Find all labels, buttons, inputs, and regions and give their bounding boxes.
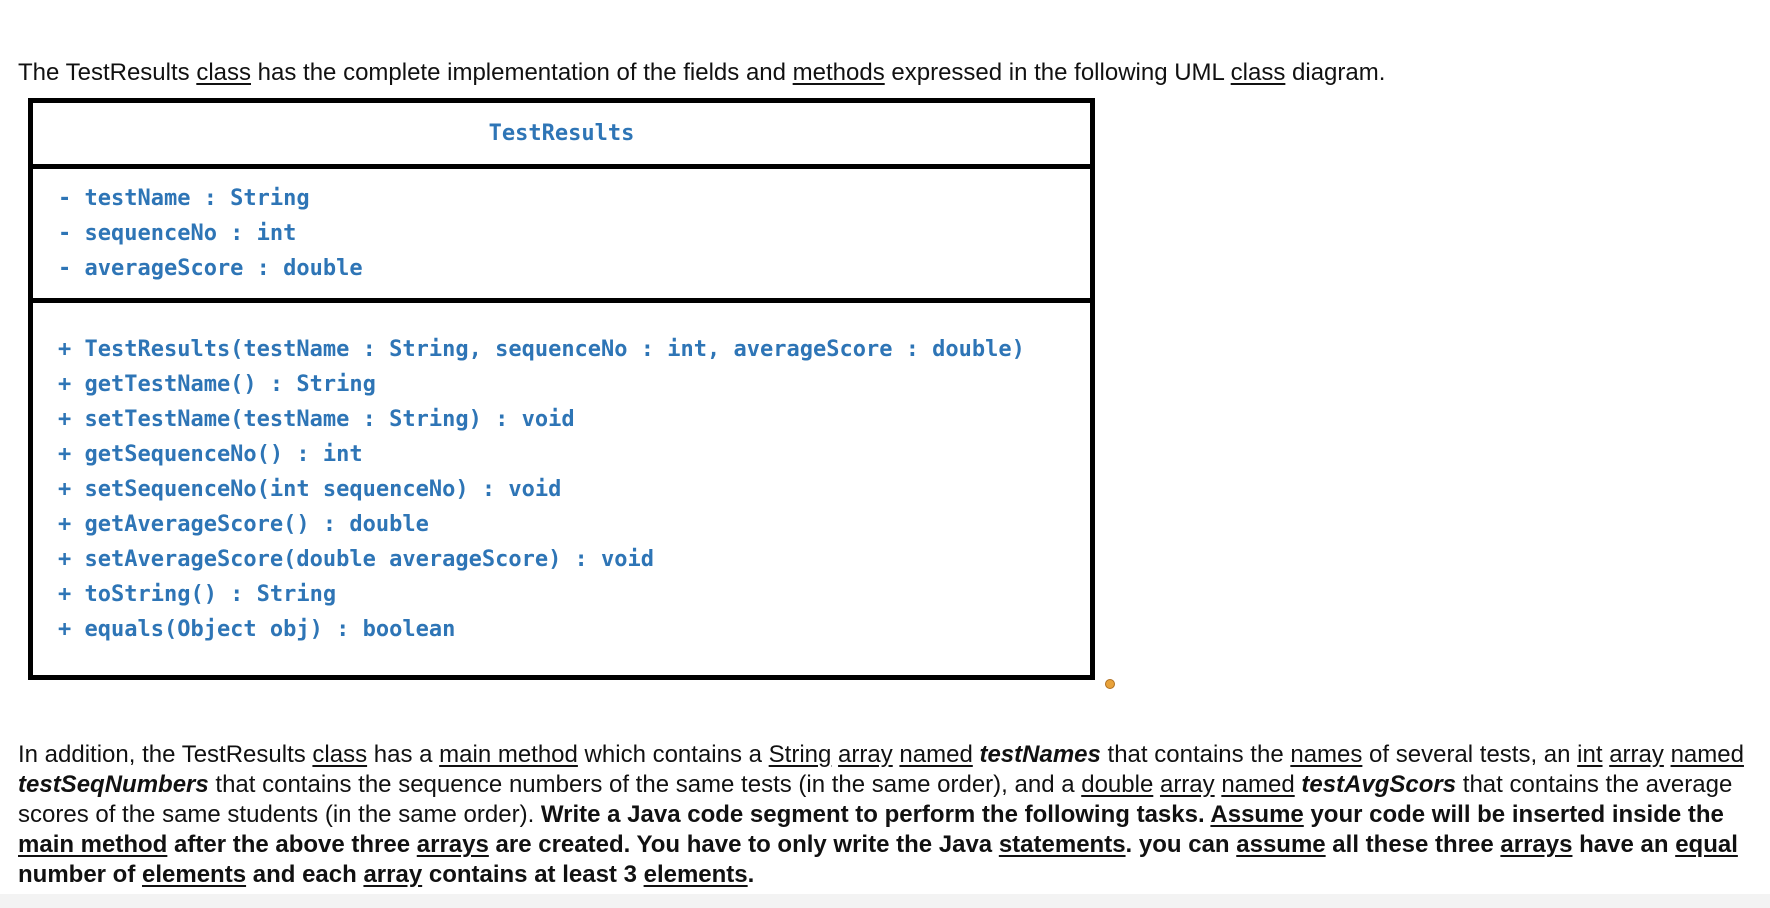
- para-term: int: [1577, 741, 1603, 768]
- para-term: class: [312, 741, 368, 768]
- uml-class-diagram: [28, 98, 1095, 680]
- uml-field: - sequenceNo : int: [58, 221, 297, 246]
- uml-class-name: TestResults: [33, 103, 1090, 169]
- uml-method: + getSequenceNo() : int: [58, 442, 363, 467]
- uml-field: - testName : String: [58, 186, 310, 211]
- uml-method: + equals(Object obj) : boolean: [58, 617, 456, 642]
- para-term: main method: [18, 831, 168, 858]
- para-text: and each: [246, 861, 364, 888]
- para-text: that contains the average scores of the same students (in the same order).: [18, 771, 1733, 828]
- para-term: array: [838, 741, 893, 768]
- para-term: names: [1290, 741, 1363, 768]
- intro-term: class: [196, 59, 251, 86]
- para-text: that contains the: [1100, 741, 1291, 768]
- intro-text: diagram.: [1285, 59, 1386, 86]
- para-text: your code will be inserted inside the: [1303, 801, 1724, 828]
- para-term: equal: [1675, 831, 1738, 858]
- uml-method: + TestResults(testName : String, sequenceNo : int, averageScore : double): [58, 337, 1025, 362]
- para-term: arrays: [1500, 831, 1573, 858]
- para-text: number of: [18, 861, 142, 888]
- para-term: array: [1159, 771, 1215, 798]
- uml-method: + getTestName() : String: [58, 372, 376, 397]
- uml-method: + setTestName(testName : String) : void: [58, 407, 575, 432]
- para-term: named: [1221, 771, 1295, 798]
- uml-method: + setSequenceNo(int sequenceNo) : void: [58, 477, 562, 502]
- para-text: which contains a: [577, 741, 769, 768]
- para-text: In addition, the TestResults: [18, 741, 313, 768]
- task-description: [18, 740, 1763, 890]
- intro-text: has the complete implementation of the fields and: [251, 59, 793, 86]
- uml-method: + toString() : String: [58, 582, 337, 607]
- para-text: all these three: [1325, 831, 1501, 858]
- para-term: named: [899, 741, 973, 768]
- para-term: assume: [1236, 831, 1326, 858]
- para-text: [1153, 771, 1160, 798]
- para-text: contains at least 3: [422, 861, 644, 888]
- para-text: [1664, 741, 1671, 768]
- para-term: named: [1670, 741, 1744, 768]
- para-text: after the above three: [167, 831, 417, 858]
- para-term: arrays: [416, 831, 489, 858]
- intro-text: expressed in the following UML: [884, 59, 1231, 86]
- para-term: elements: [643, 861, 748, 888]
- intro-term: methods: [792, 59, 885, 86]
- para-text: of several tests, an: [1362, 741, 1578, 768]
- para-term: Assume: [1210, 801, 1304, 828]
- para-text: testNames: [979, 741, 1101, 768]
- page-footer-band: [0, 894, 1770, 908]
- uml-fields-section: [33, 169, 1090, 303]
- intro-term: class: [1230, 59, 1286, 86]
- para-text: .: [747, 861, 755, 888]
- para-text: testAvgScors: [1301, 771, 1457, 798]
- uml-method: + setAverageScore(double averageScore) : void: [58, 547, 655, 572]
- uml-field: - averageScore : double: [58, 256, 363, 281]
- intro-text: The TestResults: [18, 59, 197, 86]
- resize-handle-icon[interactable]: [1105, 679, 1115, 689]
- para-text: are created. You have to only write the Java: [488, 831, 999, 858]
- para-text: Write a Java code segment to perform the following tasks.: [540, 801, 1211, 828]
- para-term: statements: [998, 831, 1126, 858]
- para-term: String: [768, 741, 832, 768]
- para-text: . you can: [1125, 831, 1237, 858]
- uml-methods-section: [33, 303, 1090, 675]
- para-term: main method: [439, 741, 578, 768]
- para-term: array: [1609, 741, 1664, 768]
- para-text: have an: [1572, 831, 1676, 858]
- para-term: double: [1081, 771, 1154, 798]
- para-term: elements: [142, 861, 247, 888]
- para-text: that contains the sequence numbers of the same tests (in the same order), and a: [208, 771, 1082, 798]
- para-term: array: [363, 861, 423, 888]
- para-text: testSeqNumbers: [18, 771, 209, 798]
- para-text: has a: [367, 741, 440, 768]
- uml-method: + getAverageScore() : double: [58, 512, 429, 537]
- intro-sentence: [18, 57, 1385, 89]
